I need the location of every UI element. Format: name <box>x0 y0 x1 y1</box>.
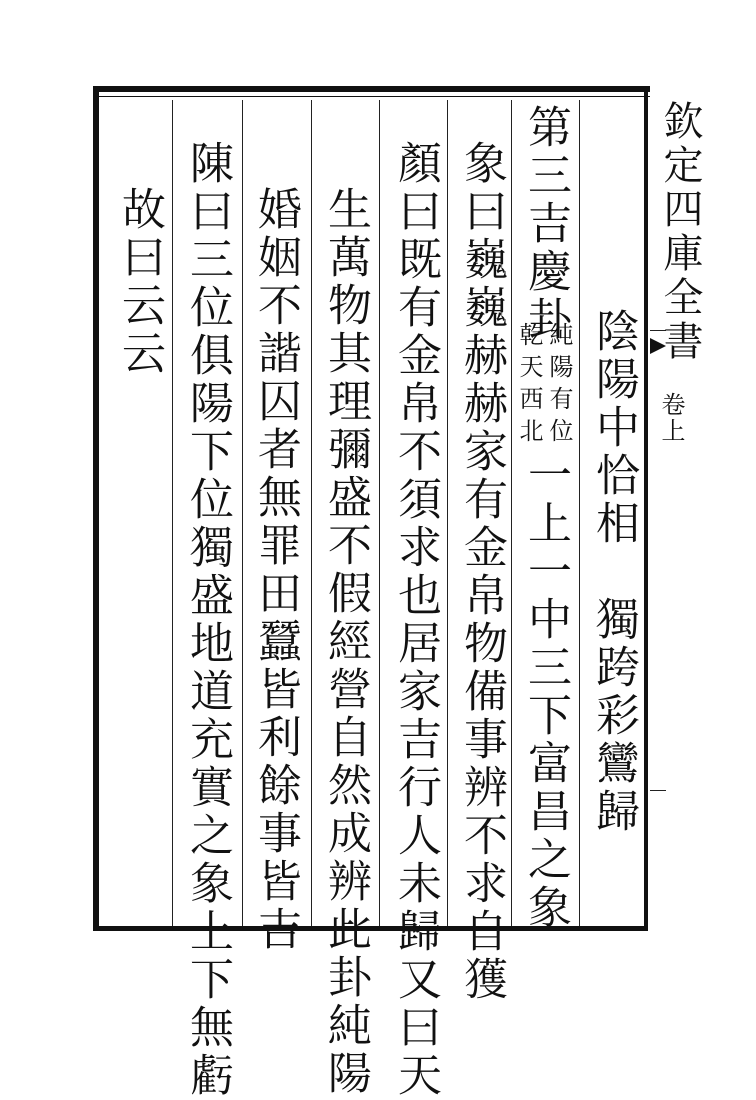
interlinear-note-right: 純陽有位 <box>545 322 573 450</box>
margin-rule <box>650 790 666 791</box>
frame-left-border <box>93 86 99 931</box>
column-rule <box>447 100 448 926</box>
margin-book-title: 欽定四庫全書 <box>657 100 703 364</box>
text-column-2-heading: 第三吉慶卦 <box>520 104 571 344</box>
text-column-4: 顏曰既有金帛不須求也居家吉行人未歸又曰天 <box>390 140 441 1100</box>
text-column-7: 陳曰三位俱陽下位獨盛地道充實之象上下無虧 <box>182 140 233 1100</box>
column-rule <box>511 100 512 926</box>
text-column-8: 故曰云云 <box>114 186 165 378</box>
frame-top-inner-line <box>96 96 650 97</box>
column-rule <box>579 100 580 926</box>
column-rule <box>172 100 173 926</box>
text-column-2-tail: 一上一中三下富昌之象 <box>520 452 571 932</box>
frame-right-border <box>644 86 648 931</box>
text-column-5: 生萬物其理彌盛不假經營自然成辨此卦純陽 <box>320 186 371 1098</box>
column-rule <box>242 100 243 926</box>
interlinear-note-left: 乾天西北 <box>515 322 543 450</box>
text-column-6: 婚姻不諧囚者無罪田蠶皆利餘事皆吉 <box>250 186 301 954</box>
frame-top-border <box>96 86 650 92</box>
text-column-3: 象曰巍巍赫赫家有金帛物備事辨不求自獲 <box>456 140 507 1004</box>
column-rule <box>311 100 312 926</box>
margin-volume-label: 卷上 <box>657 392 685 444</box>
column-rule <box>379 100 380 926</box>
text-column-1: 陰陽中恰相 獨跨彩鸞歸 <box>588 308 639 836</box>
